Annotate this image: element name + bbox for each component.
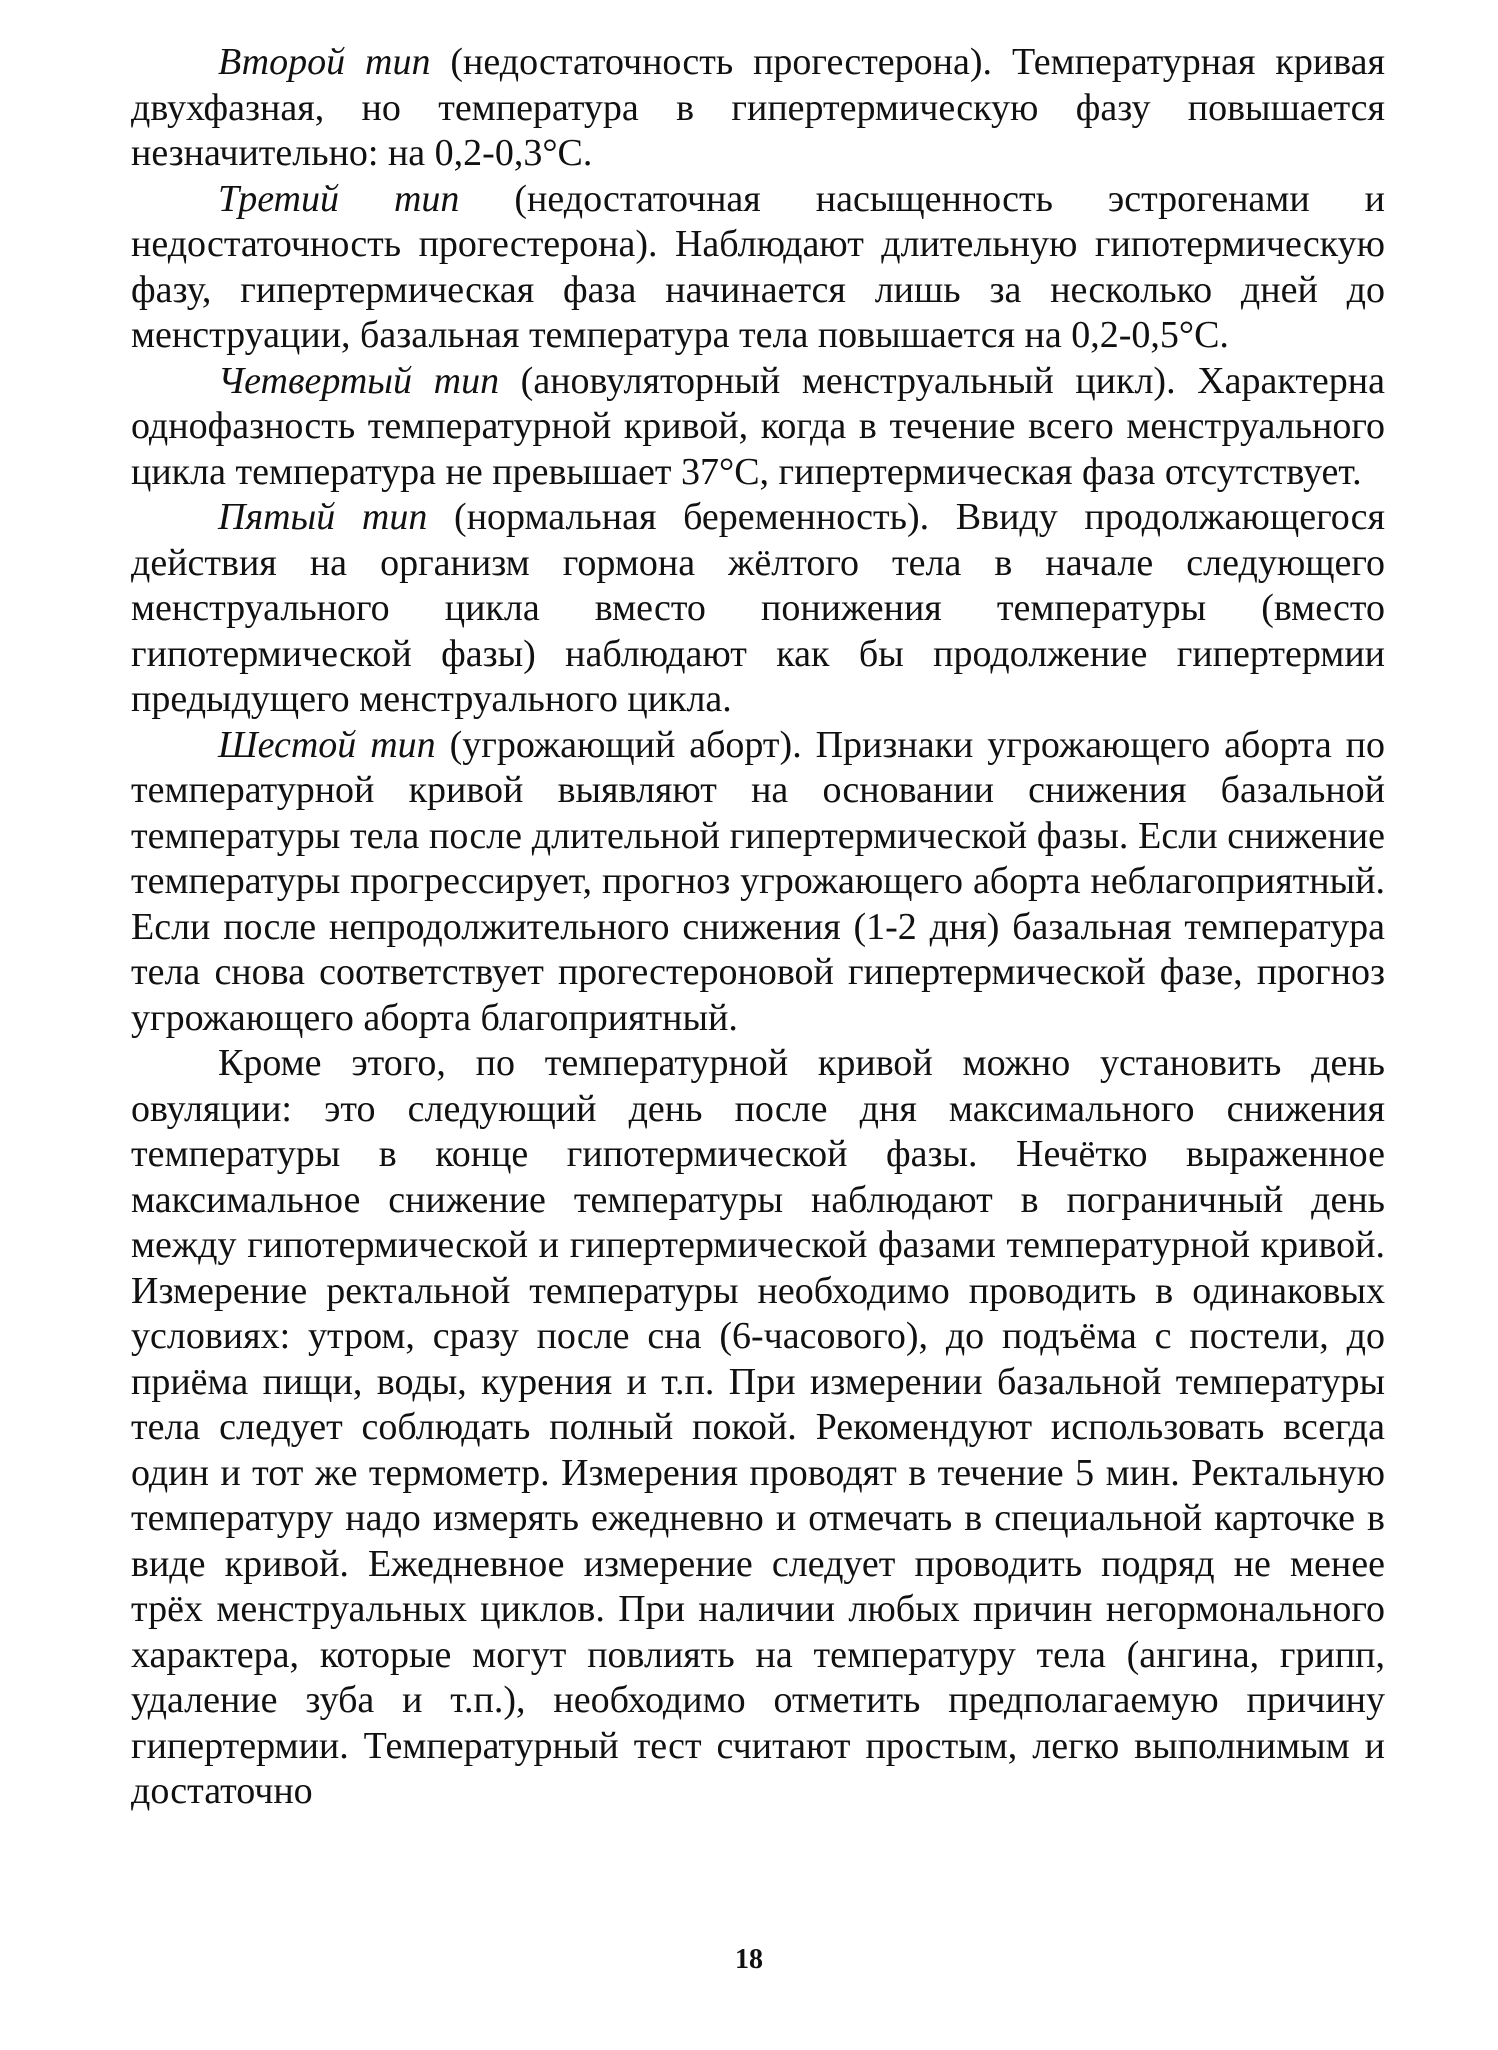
paragraph-type-5 xyxy=(131,495,1385,723)
body-text xyxy=(131,40,1385,1815)
paragraph-text: (недостаточность прогестерона). Температурная кривая двухфазная, но температура в гипертермическую фазу повышается незначительно: на 0,2-0,3°С. xyxy=(131,41,1385,174)
paragraph-lead: Четвертый тип xyxy=(218,359,500,402)
paragraph-lead: Шестой тип xyxy=(218,723,436,766)
paragraph-type-4 xyxy=(131,359,1385,496)
paragraph-text: (недостаточная насыщенность эстрогенами и недостаточность прогестерона). Наблюдают длительную гипотермическую фазу, гипертермическая фаза начинается лишь за несколько дней до менструации, базальная температура тела повышается на 0,2-0,5°С. xyxy=(131,177,1385,356)
paragraph-text: (нормальная беременность). Ввиду продолжающегося действия на организм гормона жёлтого тела в начале следующего менструального цикла вместо понижения температуры (вместо гипотермической фазы) наблюдают как бы продолжение гипертермии предыдущего менструального цикла. xyxy=(131,496,1385,720)
paragraph-text: (угрожающий аборт). Признаки угрожающего аборта по температурной кривой выявляют на основании снижения базальной температуры тела после длительной гипертермической фазы. Если снижение температуры прогрессирует, прогноз угрожающего аборта неблагоприятный. Если после непродолжительного снижения (1-2 дня) базальная температура тела снова соответствует прогестероновой гипертермической фазе, прогноз угрожающего аборта благоприятный. xyxy=(131,723,1386,1039)
paragraph-text: (ановуляторный менструальный цикл). Характерна однофазность температурной кривой, когда в течение всего менструального цикла температура не превышает 37°С, гипертермическая фаза отсутствует. xyxy=(131,359,1385,493)
paragraph-type-6 xyxy=(131,723,1385,1042)
paragraph-lead: Пятый тип xyxy=(218,496,428,538)
paragraph-type-2 xyxy=(131,40,1385,177)
paragraph-ovulation xyxy=(131,1041,1385,1815)
paragraph-lead: Второй тип xyxy=(218,41,431,83)
paragraph-type-3 xyxy=(131,177,1385,359)
paragraph-text: Кроме этого, по температурной кривой можно установить день овуляции: это следующий день после дня максимального снижения температуры в конце гипотермической фазы. Нечётко выраженное максимальное снижение температуры наблюдают в пограничный день между гипотермической и гипертермической фазами температурной кривой. Измерение ректальной температуры необходимо проводить в одинаковых условиях: утром, сразу после сна (6-часового), до подъёма с постели, до приёма пищи, воды, курения и т.п. При измерении базальной температуры тела следует соблюдать полный покой. Рекомендуют использовать всегда один и тот же термометр. Измерения проводят в течение 5 мин. Ректальную температуру надо измерять ежедневно и отмечать в специальной карточке в виде кривой. Ежедневное измерение следует проводить подряд не менее трёх менструальных циклов. При наличии любых причин негормонального характера, которые могут повлиять на температуру тела (ангина, грипп, удаление зуба и т.п.), необходимо отметить предполагаемую причину гипертермии. Температурный тест считают простым, легко выполнимым и достаточно xyxy=(131,1042,1385,1812)
page-number: 18 xyxy=(735,1944,763,1975)
paragraph-lead: Третий тип xyxy=(218,177,460,220)
